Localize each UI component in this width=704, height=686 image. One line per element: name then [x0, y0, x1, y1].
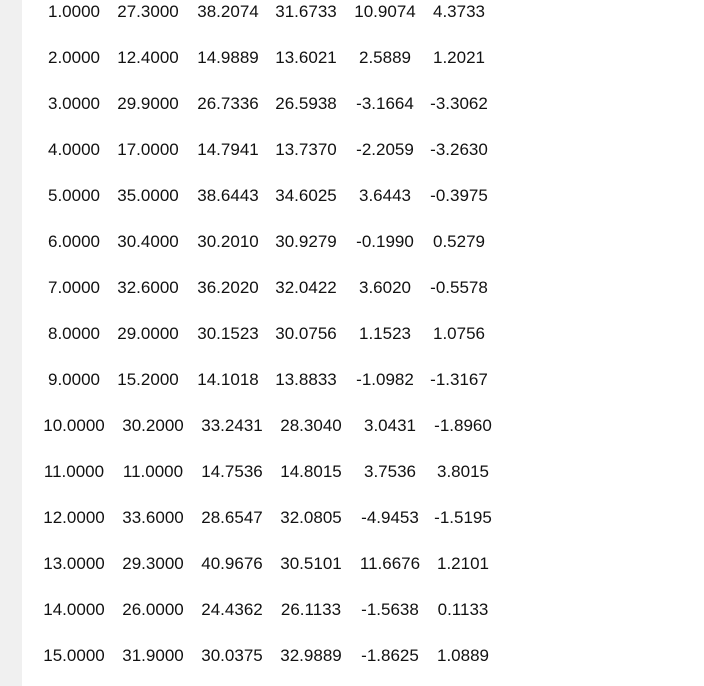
table-cell: 3.0431 — [364, 416, 416, 435]
table-cell: 33.2431 — [201, 416, 263, 435]
table-row — [22, 230, 622, 254]
table-cell: -3.2630 — [430, 140, 488, 159]
table-row — [22, 506, 622, 530]
table-cell: -1.8625 — [361, 646, 419, 665]
table-cell: 4.0000 — [48, 140, 100, 159]
table-cell: 7.0000 — [48, 278, 100, 297]
table-cell: 29.9000 — [117, 94, 179, 113]
table-row — [22, 184, 622, 208]
table-cell: 14.7941 — [197, 140, 259, 159]
table-row — [22, 46, 622, 70]
table-cell: 32.0422 — [275, 278, 337, 297]
table-cell: 29.3000 — [122, 554, 184, 573]
table-cell: 14.7536 — [201, 462, 263, 481]
table-cell: 26.0000 — [122, 600, 184, 619]
table-cell: 28.6547 — [201, 508, 263, 527]
table-cell: -1.5195 — [434, 508, 492, 527]
table-cell: 2.0000 — [48, 48, 100, 67]
table-cell: -1.0982 — [356, 370, 414, 389]
table-cell: 12.0000 — [43, 508, 105, 527]
table-cell: 1.2101 — [437, 554, 489, 573]
table-row — [22, 92, 622, 116]
table-cell: 3.7536 — [364, 462, 416, 481]
table-cell: 15.0000 — [43, 646, 105, 665]
table-cell: 13.0000 — [43, 554, 105, 573]
table-cell: 5.0000 — [48, 186, 100, 205]
table-cell: -1.3167 — [430, 370, 488, 389]
table-cell: 34.6025 — [275, 186, 337, 205]
table-cell: -3.1664 — [356, 94, 414, 113]
table-cell: 26.1133 — [280, 600, 342, 619]
table-cell: 29.0000 — [117, 324, 179, 343]
table-cell: -1.8960 — [434, 416, 492, 435]
table-cell: 38.6443 — [197, 186, 259, 205]
table-cell: 1.1523 — [359, 324, 411, 343]
table-cell: 26.5938 — [275, 94, 337, 113]
table-cell: 8.0000 — [48, 324, 100, 343]
table-cell: 31.9000 — [122, 646, 184, 665]
table-cell: 14.8015 — [280, 462, 342, 481]
left-margin-strip — [0, 0, 22, 686]
table-cell: 1.0000 — [48, 2, 100, 21]
table-cell: 11.0000 — [43, 462, 105, 481]
table-row — [22, 598, 622, 622]
table-cell: -2.2059 — [356, 140, 414, 159]
table-cell: -3.3062 — [430, 94, 488, 113]
table-cell: 15.2000 — [117, 370, 179, 389]
table-cell: -1.5638 — [361, 600, 419, 619]
table-row — [22, 644, 622, 668]
table-cell: 4.3733 — [433, 2, 485, 21]
table-cell: 24.4362 — [201, 600, 263, 619]
table-cell: 30.0375 — [201, 646, 263, 665]
table-cell: 30.1523 — [197, 324, 259, 343]
table-cell: 33.6000 — [122, 508, 184, 527]
table-cell: 30.2000 — [122, 416, 184, 435]
table-cell: 2.5889 — [359, 48, 411, 67]
table-cell: 9.0000 — [48, 370, 100, 389]
table-cell: 6.0000 — [48, 232, 100, 251]
table-cell: 35.0000 — [117, 186, 179, 205]
table-cell: 31.6733 — [275, 2, 337, 21]
table-cell: 13.8833 — [275, 370, 337, 389]
table-cell: 10.9074 — [354, 2, 416, 21]
table-cell: 11.0000 — [122, 462, 184, 481]
table-cell: 3.6020 — [359, 278, 411, 297]
table-cell: 13.6021 — [275, 48, 337, 67]
table-cell: 30.5101 — [280, 554, 342, 573]
table-cell: 30.9279 — [275, 232, 337, 251]
table-cell: -4.9453 — [361, 508, 419, 527]
table-cell: 14.0000 — [43, 600, 105, 619]
table-cell: 38.2074 — [197, 2, 259, 21]
table-cell: 1.2021 — [433, 48, 485, 67]
table-cell: 14.9889 — [197, 48, 259, 67]
table-cell: 11.6676 — [359, 554, 421, 573]
table-cell: 12.4000 — [117, 48, 179, 67]
table-cell: 32.0805 — [280, 508, 342, 527]
table-row — [22, 414, 622, 438]
table-cell: 1.0889 — [437, 646, 489, 665]
table-cell: 36.2020 — [197, 278, 259, 297]
table-cell: 1.0756 — [433, 324, 485, 343]
table-cell: 13.7370 — [275, 140, 337, 159]
table-cell: -0.5578 — [430, 278, 488, 297]
table-cell: 3.6443 — [359, 186, 411, 205]
table-cell: 3.0000 — [48, 94, 100, 113]
table-cell: 0.1133 — [437, 600, 489, 619]
table-row — [22, 0, 622, 24]
table-cell: 27.3000 — [117, 2, 179, 21]
table-cell: 17.0000 — [117, 140, 179, 159]
table-cell: -0.1990 — [356, 232, 414, 251]
table-cell: 26.7336 — [197, 94, 259, 113]
table-cell: 14.1018 — [197, 370, 259, 389]
table-cell: 32.9889 — [280, 646, 342, 665]
table-cell: 30.4000 — [117, 232, 179, 251]
table-cell: 10.0000 — [43, 416, 105, 435]
table-cell: 30.0756 — [275, 324, 337, 343]
table-cell: 3.8015 — [437, 462, 489, 481]
table-cell: 40.9676 — [201, 554, 263, 573]
table-row — [22, 138, 622, 162]
table-cell: -0.3975 — [430, 186, 488, 205]
table-row — [22, 276, 622, 300]
table-row — [22, 460, 622, 484]
table-cell: 28.3040 — [280, 416, 342, 435]
table-row — [22, 322, 622, 346]
table-row — [22, 552, 622, 576]
table-cell: 30.2010 — [197, 232, 259, 251]
table-cell: 0.5279 — [433, 232, 485, 251]
table-row — [22, 368, 622, 392]
table-cell: 32.6000 — [117, 278, 179, 297]
